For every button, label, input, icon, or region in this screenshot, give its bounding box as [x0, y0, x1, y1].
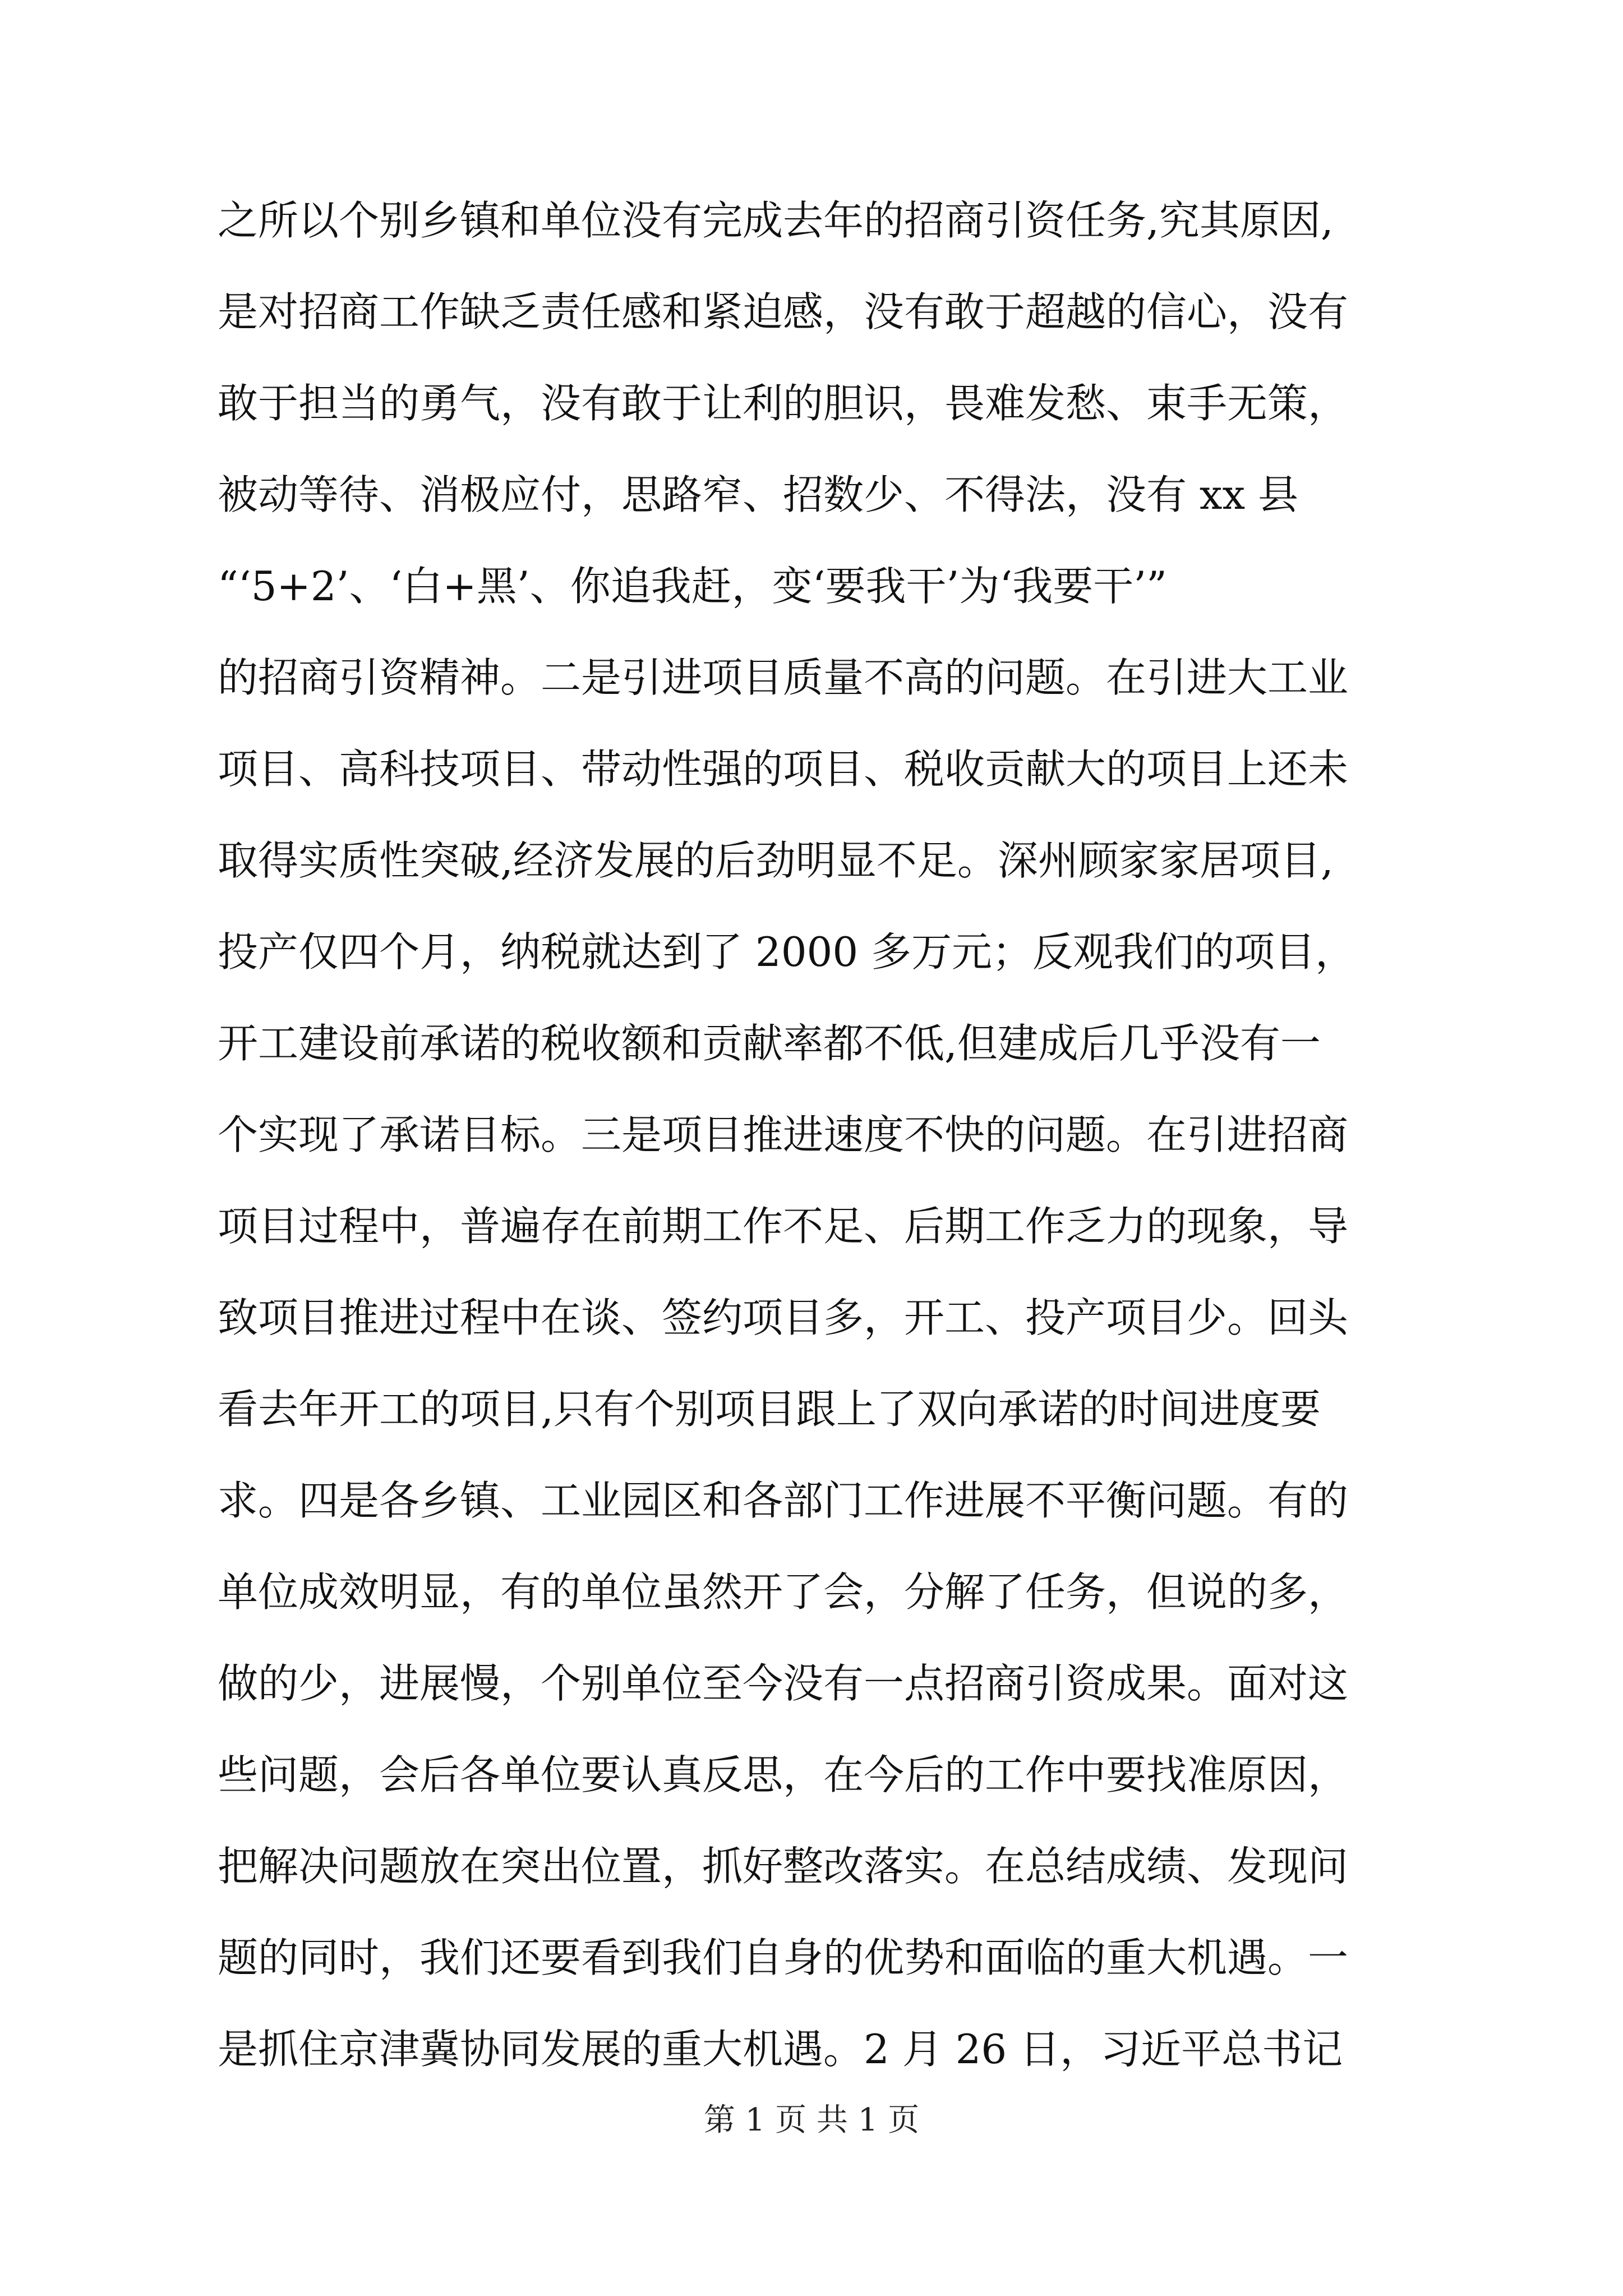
text-line: “‘5+2’、‘白+黑’、你追我赶，变‘要我干’为‘我要干’” — [218, 563, 1167, 610]
text-line: 项目、高科技项目、带动性强的项目、税收贡献大的项目上还未 — [218, 746, 1349, 793]
page-footer — [0, 2098, 1623, 2143]
text-line: 做的少，进展慢，个别单位至今没有一点招商引资成果。面对这 — [218, 1660, 1349, 1707]
body-text — [218, 175, 1479, 2095]
text-line: 把解决问题放在突出位置，抓好整改落实。在总结成绩、发现问 — [218, 1843, 1349, 1890]
text-line: 敢于担当的勇气，没有敢于让利的胆识，畏难发愁、束手无策， — [218, 380, 1349, 427]
text-line: 投产仅四个月，纳税就达到了 2000 多万元；反观我们的项目， — [218, 928, 1356, 976]
text-line: 致项目推进过程中在谈、签约项目多，开工、投产项目少。回头 — [218, 1294, 1349, 1341]
text-line: 个实现了承诺目标。三是项目推进速度不快的问题。在引进招商 — [218, 1111, 1349, 1158]
text-line: 是抓住京津冀协同发展的重大机遇。2 月 26 日，习近平总书记 — [218, 2026, 1343, 2073]
text-line: 项目过程中，普遍存在前期工作不足、后期工作乏力的现象，导 — [218, 1203, 1349, 1250]
text-line: 开工建设前承诺的税收额和贡献率都不低,但建成后几乎没有一 — [218, 1020, 1321, 1067]
page-number: 第 1 页 共 1 页 — [703, 2102, 920, 2138]
text-line: 题的同时，我们还要看到我们自身的优势和面临的重大机遇。一 — [218, 1934, 1349, 1981]
text-line: 求。四是各乡镇、工业园区和各部门工作进展不平衡问题。有的 — [218, 1477, 1349, 1524]
text-line: 被动等待、消极应付，思路窄、招数少、不得法，没有 xx 县 — [218, 471, 1298, 518]
text-line: 取得实质性突破,经济发展的后劲明显不足。深州顾家家居项目, — [218, 837, 1334, 884]
text-line: 的招商引资精神。二是引进项目质量不高的问题。在引进大工业 — [218, 654, 1349, 701]
text-line: 之所以个别乡镇和单位没有完成去年的招商引资任务,究其原因, — [218, 197, 1334, 244]
text-line: 看去年开工的项目,只有个别项目跟上了双向承诺的时间进度要 — [218, 1386, 1321, 1433]
text-line: 是对招商工作缺乏责任感和紧迫感，没有敢于超越的信心，没有 — [218, 288, 1349, 335]
text-line: 单位成效明显，有的单位虽然开了会，分解了任务，但说的多， — [218, 1568, 1349, 1616]
text-line: 些问题，会后各单位要认真反思，在今后的工作中要找准原因， — [218, 1751, 1349, 1798]
